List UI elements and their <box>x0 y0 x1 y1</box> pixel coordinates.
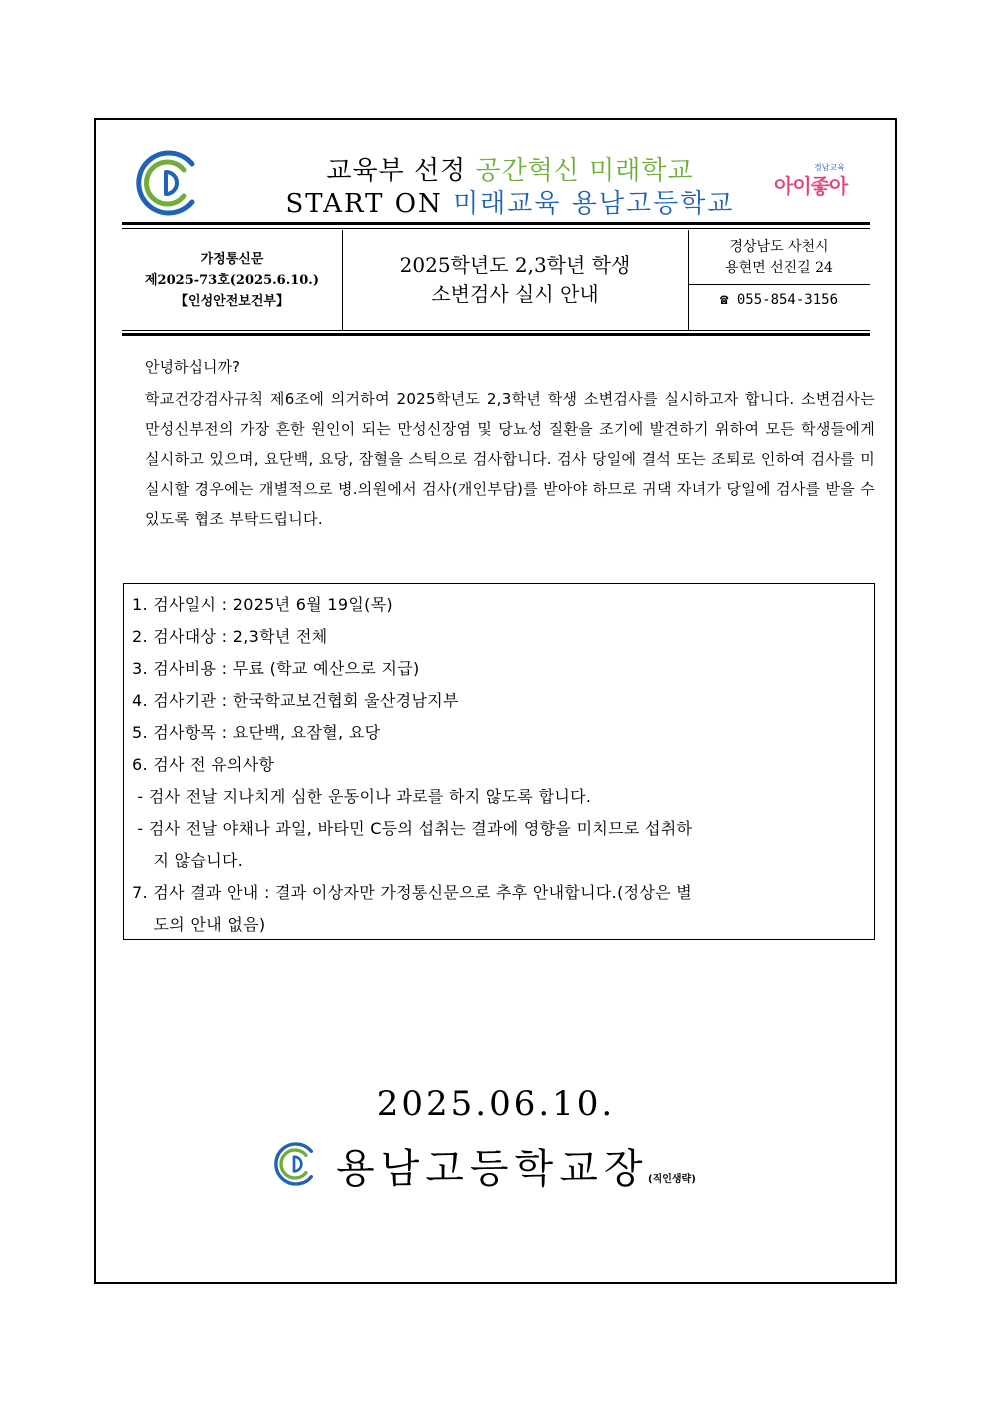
phone <box>688 292 870 308</box>
address-line2: 용현면 선진길 24 <box>725 260 833 276</box>
header-rule-top <box>122 222 870 225</box>
header-title-line2: START ON 미래교육 용남고등학교 <box>285 189 735 219</box>
badge-small-text: 경남교육 <box>814 163 845 172</box>
ai-joa-logo: 아이좋아 <box>774 174 848 198</box>
detail-item: 6. 검사 전 유의사항 <box>132 755 275 774</box>
header-highlight-blue: 미래교육 용남고등학교 <box>453 189 735 219</box>
detail-subitem-continued: 지 않습니다. <box>132 851 244 870</box>
header-rule-top-thin <box>122 228 870 229</box>
greeting: 안녕하십니까? <box>145 358 240 376</box>
info-table <box>122 230 870 330</box>
doc-number: 제2025-73호(2025.6.10.) <box>145 272 319 288</box>
detail-item: 2. 검사대상 : 2,3학년 전체 <box>132 627 328 646</box>
school-logo-icon <box>136 150 202 216</box>
detail-item-continued: 도의 안내 없음) <box>132 915 266 934</box>
doc-title-line1: 2025학년도 2,3학년 학생 <box>399 253 631 277</box>
detail-subitem: - 검사 전날 지나치게 심한 운동이나 과로를 하지 않도록 합니다. <box>132 787 592 806</box>
phone-number: 055-854-3156 <box>736 292 839 308</box>
detail-item: 1. 검사일시 : 2025년 6월 19일(목) <box>132 595 393 614</box>
detail-item: 3. 검사비용 : 무료 (학교 예산으로 지급) <box>132 659 420 678</box>
contact-cell <box>688 230 870 330</box>
detail-item: 4. 검사기관 : 한국학교보건협회 울산경남지부 <box>132 691 459 710</box>
address-line1: 경상남도 사천시 <box>729 239 829 255</box>
detail-subitem: - 검사 전날 야채나 과일, 바타민 C등의 섭취는 결과에 영향을 미치므로 섭취하 <box>132 819 693 838</box>
telephone-icon: ☎ <box>719 292 729 308</box>
doc-type: 가정통신문 <box>200 251 264 267</box>
detail-item: 5. 검사항목 : 요단백, 요잠혈, 요당 <box>132 723 381 742</box>
school-logo-small-icon <box>274 1142 318 1186</box>
header-title-line1: 교육부 선정 공간혁신 미래학교 <box>326 156 694 186</box>
address <box>688 232 870 285</box>
issue-date: 2025.06.10. <box>376 1084 616 1124</box>
detail-item: 7. 검사 결과 안내 : 결과 이상자만 가정통신문으로 추후 안내합니다.(정상은 별 <box>132 883 693 902</box>
info-rule-bottom-thin <box>122 330 870 331</box>
department: 【인성안전보건부】 <box>175 293 289 309</box>
seal-omitted-note: (직인생략) <box>648 1174 696 1185</box>
header-highlight-green: 공간혁신 미래학교 <box>475 156 694 186</box>
doc-info-cell <box>122 230 343 330</box>
details-box <box>123 583 875 940</box>
doc-title-line2: 소변검사 실시 안내 <box>431 282 599 306</box>
body-paragraph: 학교건강검사규칙 제6조에 의거하여 2025학년도 2,3학년 학생 소변검사를 실시하고자 합니다. 소변검사는 만성신부전의 가장 흔한 원인이 되는 만성신장염 및 당뇨성 질환을 조기에 발견하기 위하여 모든 학생들에게 실시하고 있으며, 요단백, 요당, 잠혈을 스틱으로 검사합니다. 검사 당일에 결석 또는 조퇴로 인하여 검사를 미실시할 경우에는 개별적으로 병.의원에서 검사(개인부담)를 받아야 하므로 귀댁 자녀가 당일에 검사를 받을 수 있도록 협조 부탁드립니다. <box>145 390 875 528</box>
principal-signature: 용남고등학교장 <box>336 1146 649 1192</box>
info-rule-bottom <box>122 333 870 336</box>
doc-title-cell <box>342 230 689 330</box>
